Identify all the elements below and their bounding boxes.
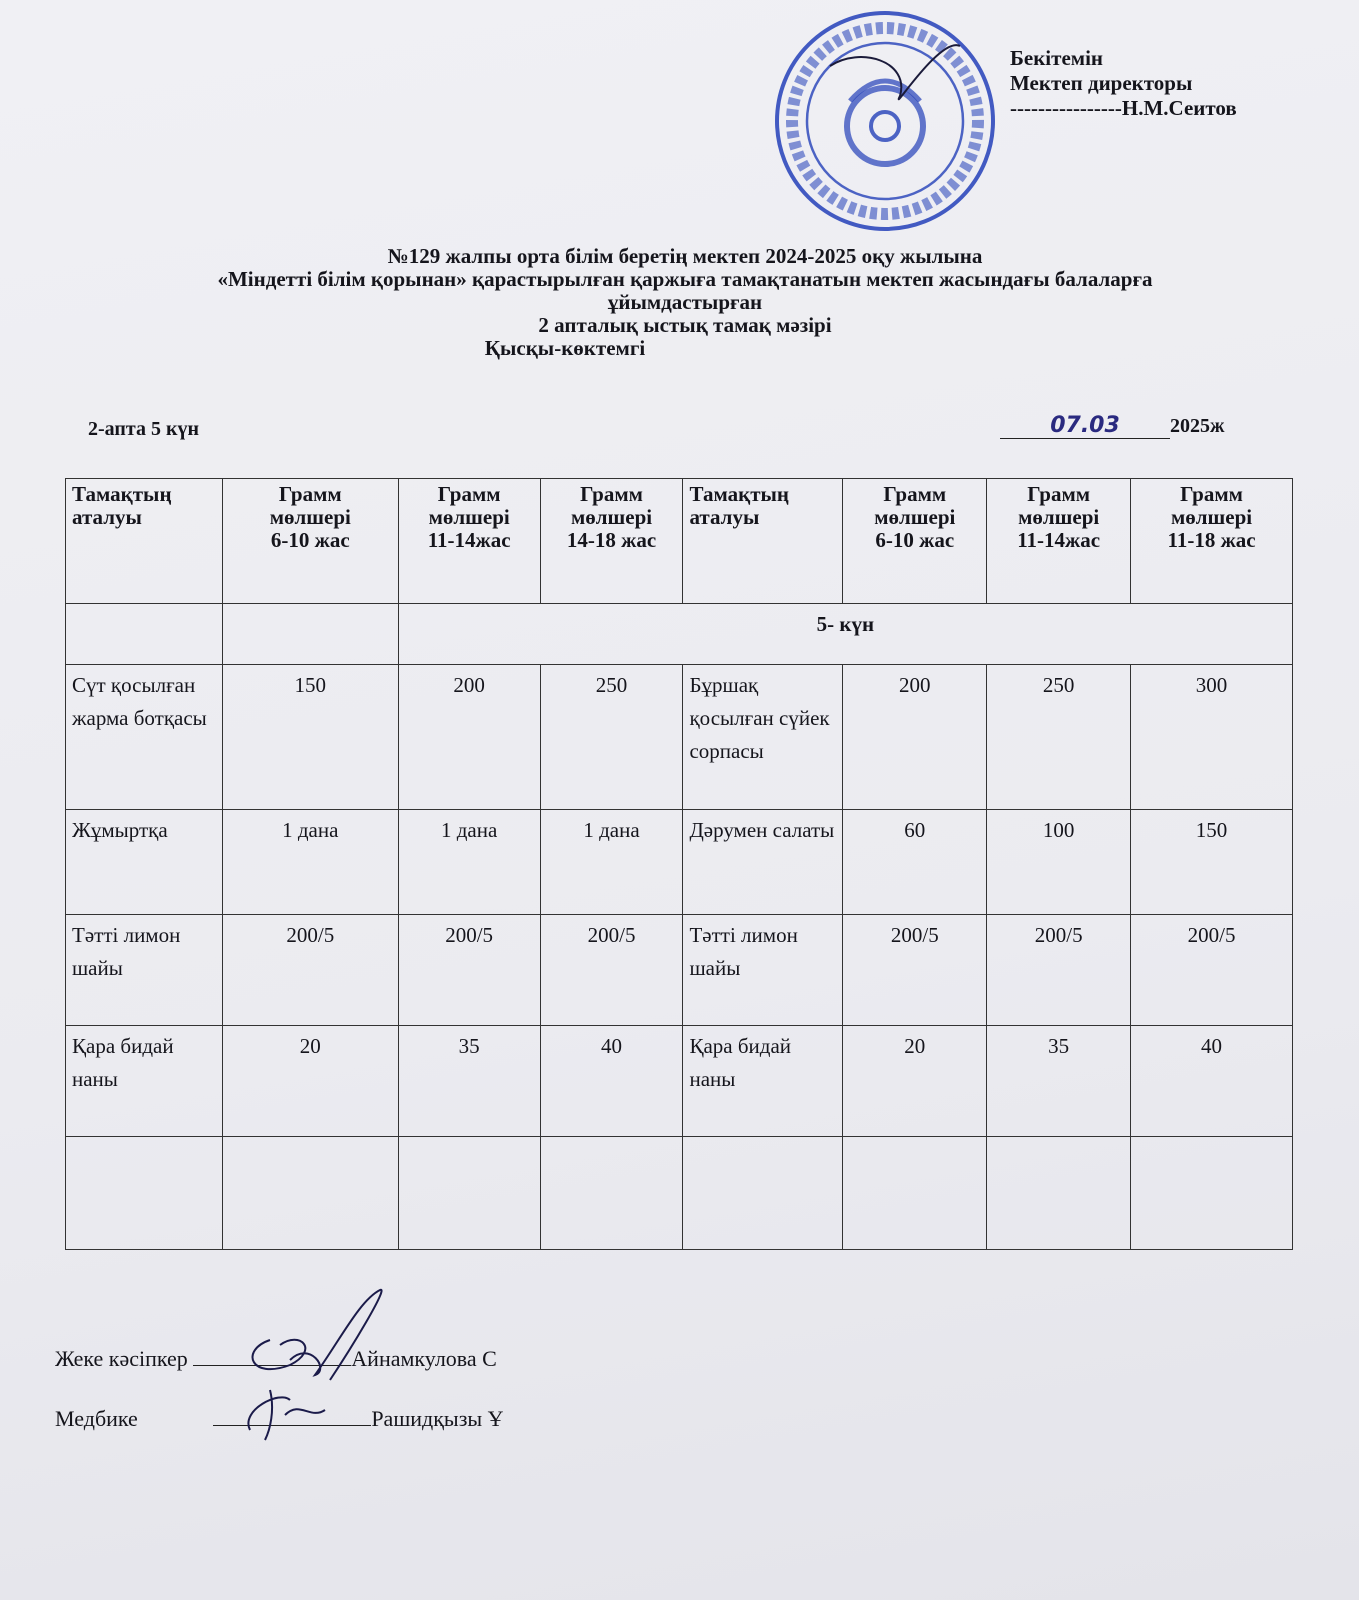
handwritten-signature-icon — [230, 1280, 410, 1460]
table-row — [66, 1137, 1293, 1250]
gram-cell: 200 — [843, 665, 987, 810]
date-field — [1000, 413, 1225, 439]
header-text: Тамақтың — [72, 482, 172, 506]
gram-cell: 20 — [843, 1026, 987, 1137]
column-header — [66, 479, 223, 604]
gram-cell: 200/5 — [540, 915, 683, 1026]
official-stamp-icon — [770, 6, 1000, 236]
header-text: Грамм — [883, 482, 947, 506]
column-header — [398, 479, 540, 604]
approval-block — [1010, 46, 1237, 121]
title-line: №129 жалпы орта білім беретің мектеп 2024-2025 оқу жылына — [387, 244, 983, 268]
header-text: Грамм — [437, 482, 501, 506]
title-line: ұйымдастырған — [607, 290, 763, 314]
column-header — [683, 479, 843, 604]
dish-name-cell: Сүт қосылған жарма ботқасы — [66, 665, 223, 810]
header-text: 14-18 жас — [566, 528, 657, 552]
column-header — [222, 479, 398, 604]
header-text: мөлшері — [570, 505, 653, 529]
table-header-row — [66, 479, 1293, 604]
header-text: 6-10 жас — [270, 528, 350, 552]
gram-cell: 250 — [987, 665, 1131, 810]
dish-name-cell: Тәтті лимон шайы — [683, 915, 843, 1026]
column-header — [540, 479, 683, 604]
handwritten-date: 07.03 — [1000, 413, 1170, 439]
dish-name-cell: Қара бидай наны — [683, 1026, 843, 1137]
gram-cell — [843, 1137, 987, 1250]
header-text: 11-14жас — [427, 528, 511, 552]
week-day-label: 2-апта 5 күн — [88, 418, 200, 440]
header-text: Грамм — [278, 482, 342, 506]
approval-position: Мектеп директоры — [1010, 71, 1193, 95]
header-text: мөлшері — [428, 505, 510, 529]
header-text: 11-14жас — [1017, 528, 1101, 552]
table-row — [66, 915, 1293, 1026]
day-label: 5- күн — [398, 604, 1292, 665]
gram-cell: 150 — [1131, 810, 1293, 915]
header-text: мөлшері — [1170, 505, 1253, 529]
gram-cell: 200/5 — [222, 915, 398, 1026]
gram-cell — [540, 1137, 683, 1250]
title-season: Қысқы-көктемгі — [484, 336, 646, 360]
gram-cell: 200/5 — [398, 915, 540, 1026]
gram-cell: 1 дана — [398, 810, 540, 915]
signature-role: Жеке кәсіпкер — [55, 1346, 188, 1371]
approval-name: ----------------Н.М.Сеитов — [1010, 96, 1237, 120]
gram-cell: 60 — [843, 810, 987, 915]
header-text: Тамақтың — [689, 482, 790, 506]
gram-cell: 20 — [222, 1026, 398, 1137]
gram-cell: 150 — [222, 665, 398, 810]
header-text: мөлшері — [1018, 505, 1100, 529]
day-row — [66, 604, 1293, 665]
header-text: мөлшері — [874, 505, 956, 529]
dish-name-cell: Қара бидай наны — [66, 1026, 223, 1137]
header-text: Грамм — [580, 482, 643, 506]
column-header — [1131, 479, 1293, 604]
gram-cell: 250 — [540, 665, 683, 810]
date-year: 2025ж — [1170, 415, 1225, 437]
table-row — [66, 665, 1293, 810]
header-text: аталуы — [689, 505, 760, 529]
header-text: 11-18 жас — [1167, 528, 1256, 552]
header-text: Грамм — [1180, 482, 1243, 506]
header-text: аталуы — [72, 505, 142, 529]
table-row — [66, 1026, 1293, 1137]
column-header — [987, 479, 1131, 604]
title-line: «Міндетті білім қорынан» қарастырылған қаржыға тамақтанатын мектеп жасындағы балаларға — [217, 267, 1153, 291]
signature-name: Рашидқызы Ұ — [371, 1406, 504, 1431]
gram-cell: 40 — [540, 1026, 683, 1137]
gram-cell — [1131, 1137, 1293, 1250]
dish-name-cell: Дәрумен салаты — [683, 810, 843, 915]
dish-name-cell: Тәтті лимон шайы — [66, 915, 223, 1026]
title-line: 2 апталық ыстық тамақ мәзірі — [538, 313, 832, 337]
gram-cell — [987, 1137, 1131, 1250]
menu-table — [65, 478, 1293, 1250]
gram-cell: 200/5 — [1131, 915, 1293, 1026]
gram-cell: 200/5 — [987, 915, 1131, 1026]
dish-name-cell: Жұмыртқа — [66, 810, 223, 915]
dish-name-cell — [66, 1137, 223, 1250]
dish-name-cell — [683, 1137, 843, 1250]
header-text: 6-10 жас — [875, 528, 955, 552]
gram-cell: 35 — [987, 1026, 1131, 1137]
gram-cell: 40 — [1131, 1026, 1293, 1137]
gram-cell: 200 — [398, 665, 540, 810]
column-header — [843, 479, 987, 604]
gram-cell — [222, 1137, 398, 1250]
approval-label: Бекітемін — [1010, 46, 1104, 70]
gram-cell: 35 — [398, 1026, 540, 1137]
header-text: Грамм — [1027, 482, 1091, 506]
gram-cell: 300 — [1131, 665, 1293, 810]
dish-name-cell: Бұршақ қосылған сүйек сорпасы — [683, 665, 843, 810]
gram-cell: 100 — [987, 810, 1131, 915]
gram-cell: 200/5 — [843, 915, 987, 1026]
signature-role: Медбике — [55, 1406, 138, 1431]
header-text: мөлшері — [269, 505, 351, 529]
gram-cell — [398, 1137, 540, 1250]
table-row — [66, 810, 1293, 915]
gram-cell: 1 дана — [222, 810, 398, 915]
gram-cell: 1 дана — [540, 810, 683, 915]
document-title — [60, 245, 1310, 360]
signature-name: Айнамкулова С — [351, 1346, 497, 1371]
